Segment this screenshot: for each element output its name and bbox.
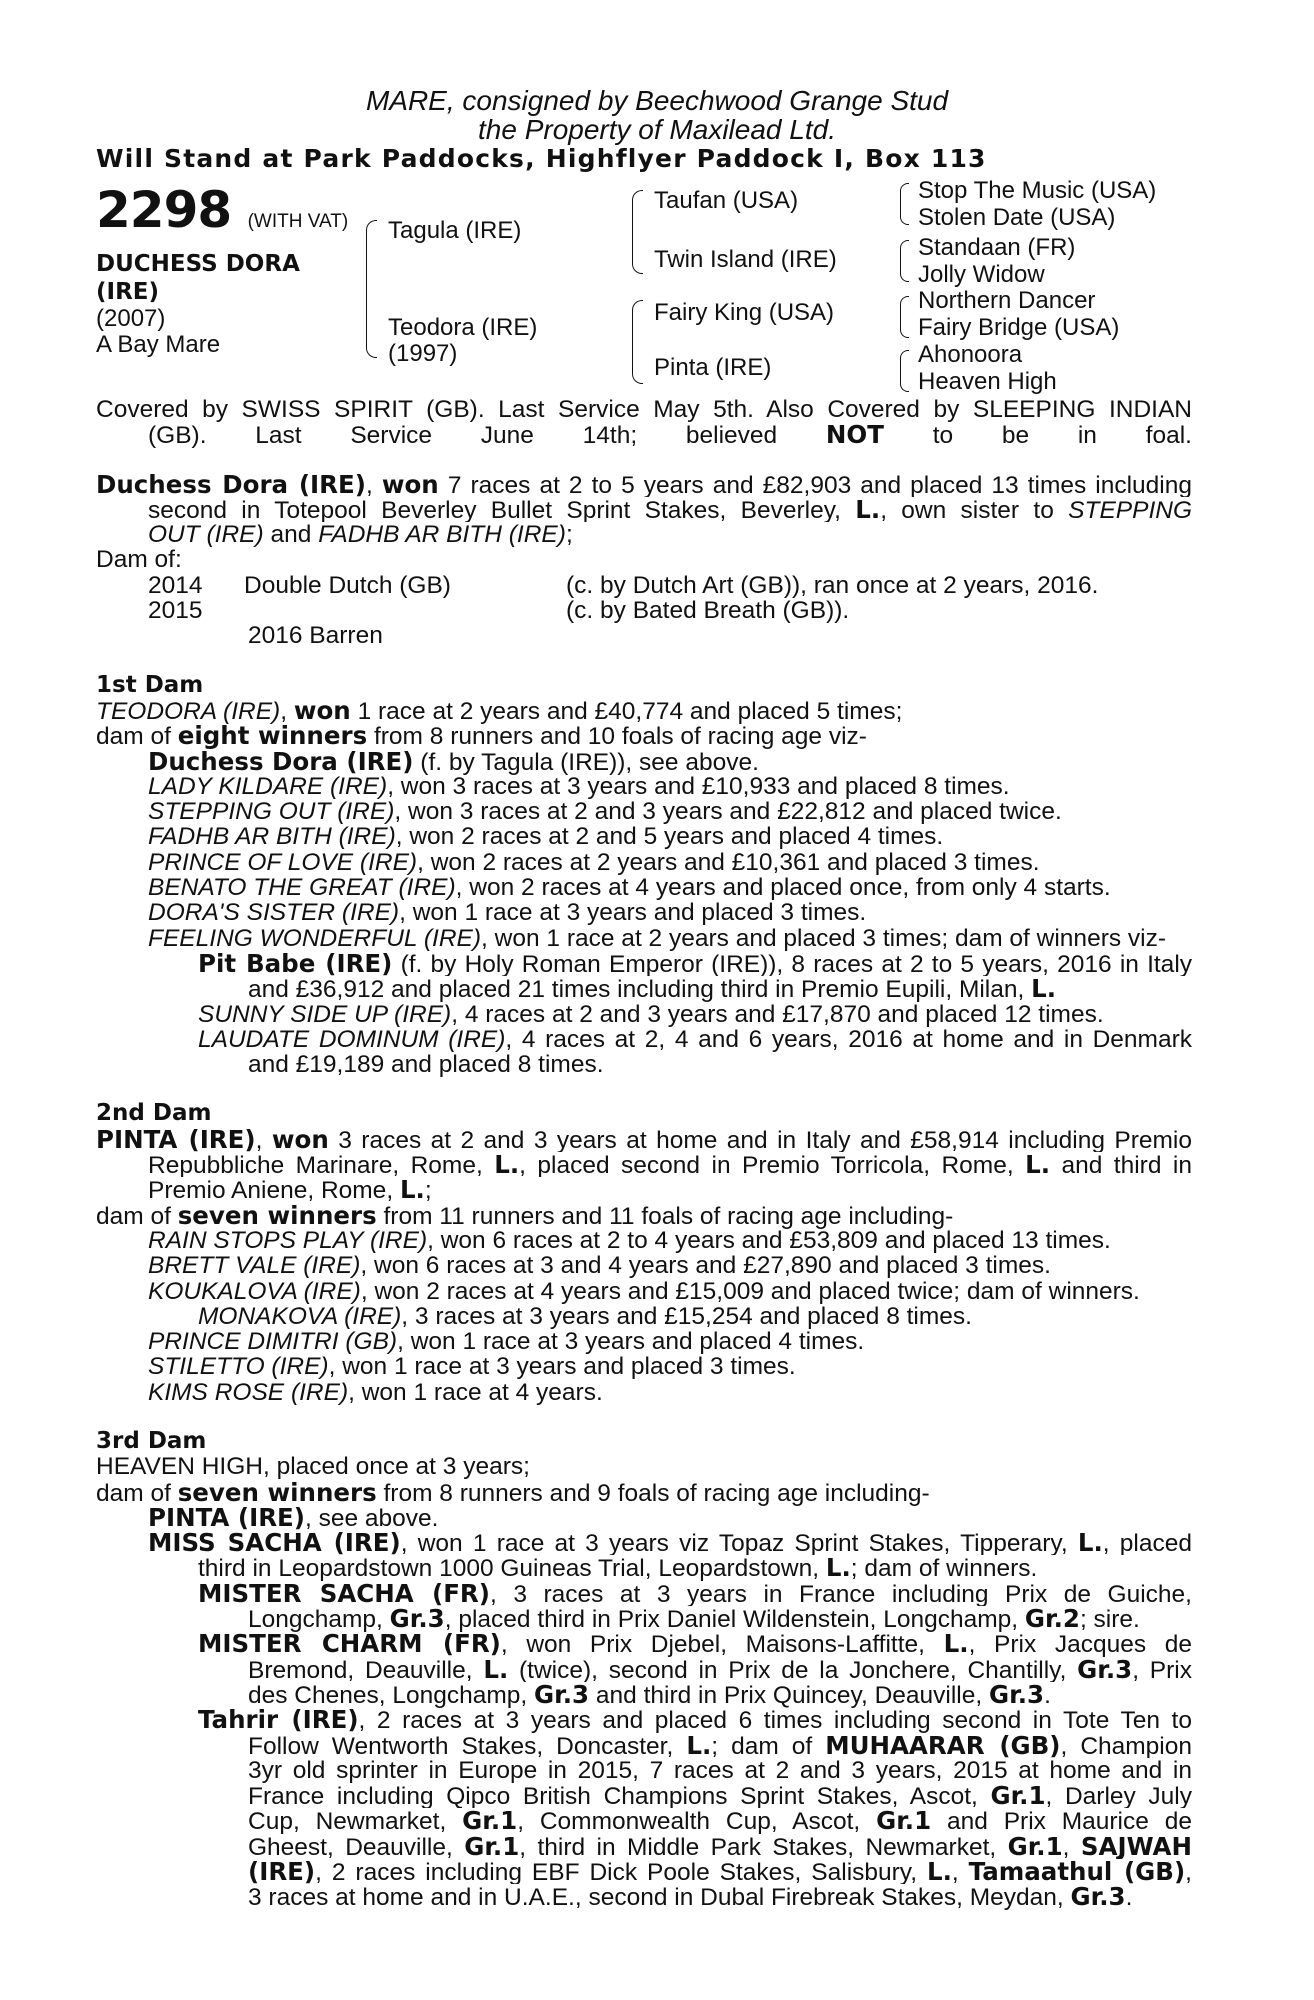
runner-name: MISTER CHARM (FR) [198, 1631, 501, 1657]
runner-text: Longchamp, [248, 1606, 383, 1634]
runner-line [96, 1027, 1192, 1052]
runner-text: , won 1 race at 4 years. [348, 1378, 603, 1406]
produce-row [96, 573, 1192, 598]
runner-name: BENATO THE GREAT (IRE) [148, 874, 456, 902]
runner-line [96, 799, 1192, 824]
lot-name-line1: DUCHESS DORA [96, 251, 300, 277]
catalogue-body [96, 397, 1192, 1910]
runner-name: MONAKOVA (IRE) [198, 1302, 402, 1330]
runner-text: , won Prix Djebel, Maisons-Laffitte, [500, 1631, 925, 1657]
pedigree-dam-sire: Fairy King (USA) [654, 299, 835, 326]
runner-name: MISS SACHA (IRE) [148, 1530, 401, 1556]
runner-name: Tahrir (IRE) [198, 1707, 359, 1733]
listed-label: L. [483, 1656, 509, 1682]
produce-row [96, 623, 1192, 648]
listed-label: L. [1031, 974, 1057, 1004]
dam-name: TEODORA (IRE) [96, 697, 281, 725]
lot-number-line [96, 181, 356, 248]
group-label: Gr.1 [464, 1833, 520, 1860]
consignor-block [0, 86, 1314, 144]
runner-text: , placed [1102, 1530, 1192, 1556]
runner-name: PRINCE DIMITRI (GB) [148, 1328, 398, 1356]
runner-line [96, 1631, 1192, 1656]
runner-text: , Commonwealth Cup, Ascot, [517, 1808, 861, 1834]
produce-note: (c. by Bated Breath (GB)). [566, 597, 850, 625]
pedigree-sire-sire: Taufan (USA) [654, 187, 799, 214]
runner-line [96, 746, 1192, 776]
runner-line [96, 951, 1192, 976]
runner-line [96, 1530, 1192, 1555]
runner-text: , placed third in Prix Daniel Wildenstein, Longchamp, [444, 1606, 1019, 1634]
runner-line [96, 1002, 1192, 1027]
runner-name: RAIN STOPS PLAY (IRE) [148, 1226, 428, 1254]
runner-text: , third in Middle Park Stakes, Newmarket, [519, 1833, 997, 1860]
pedigree-dam: Teodora (IRE) [388, 314, 538, 341]
dam-text: from 8 runners and 9 foals of racing age including- [383, 1479, 930, 1507]
intro-text: second in Totepool Beverley Bullet Sprint Stakes, Beverley, [148, 496, 841, 523]
runner-line [96, 1354, 1192, 1379]
covered-text: (GB). Last Service June 14th; believed [148, 422, 778, 448]
runner-text: , won 3 races at 2 and 3 years and £22,812 and placed twice. [394, 798, 1062, 826]
intro-line1: Duchess Dora (IRE), won 7 races at 2 to 5 years and £82,903 and placed 13 times including [96, 471, 1192, 497]
runner-line-cont: and £19,189 and placed 8 times. [248, 1051, 604, 1079]
runner-line [96, 1329, 1192, 1354]
runner-name: FADHB AR BITH (IRE) [148, 823, 396, 851]
runner-line [96, 1228, 1192, 1253]
runner-text: (twice), second in Prix de la Jonchere, Chantilly, [519, 1656, 1067, 1682]
runner-name: KOUKALOVA (IRE) [148, 1277, 361, 1305]
runner-text: Bremond, Deauville, [248, 1656, 473, 1682]
runner-text: (f. by Tagula (IRE)), see above. [420, 748, 759, 776]
runner-text: and Prix Maurice de [946, 1808, 1192, 1834]
dam-text: from 8 runners and 10 foals of racing age viz- [373, 723, 867, 751]
runner-name: LADY KILDARE (IRE) [148, 772, 388, 800]
listed-label: L. [1025, 1152, 1051, 1178]
dam-of-label: Dam of: [96, 546, 182, 574]
runner-line [96, 1380, 1192, 1405]
produce-name: Double Dutch (GB) [244, 571, 451, 599]
runner-line-cont: 3yr old sprinter in Europe in 2015, 7 races at 2 and 3 years, 2015 at home and in [248, 1757, 1192, 1784]
pedigree-g8: Heaven High [918, 368, 1057, 395]
won-label: won [381, 471, 439, 497]
runner-text: . [1044, 1681, 1051, 1709]
covered-line2 [96, 422, 1192, 447]
intro-text: and [270, 521, 312, 549]
sibling-name: STEPPING [1068, 496, 1192, 523]
group-label: Gr.3 [534, 1679, 590, 1709]
runner-line [96, 850, 1192, 875]
pedigree-g2: Stolen Date (USA) [918, 204, 1116, 231]
runner-text: Follow Wentworth Stakes, Doncaster, [248, 1732, 674, 1758]
pedigree-sire: Tagula (IRE) [388, 217, 522, 244]
third-dam-line1: HEAVEN HIGH, placed once at 3 years; [96, 1453, 530, 1481]
lot-description: A Bay Mare [96, 331, 221, 358]
runner-line [96, 875, 1192, 900]
runner-line-cont [96, 1783, 1192, 1808]
consignor-line: MARE, consigned by Beechwood Grange Stud [365, 85, 949, 116]
listed-label: L. [926, 1859, 952, 1885]
pedigree-dam-dam: Pinta (IRE) [654, 354, 772, 381]
runner-name: STILETTO (IRE) [148, 1353, 329, 1381]
runner-text: ; dam of winners. [850, 1555, 1038, 1583]
third-dam-line2 [96, 1477, 1192, 1507]
runner-name: MUHAARAR (GB) [825, 1732, 1061, 1758]
runner-name: SUNNY SIDE UP (IRE) [198, 1000, 452, 1028]
runner-text: des Chenes, Longchamp, [248, 1681, 528, 1709]
runner-text: Gheest, Deauville, [248, 1833, 453, 1860]
listed-label: L. [825, 1553, 851, 1583]
runner-line [96, 774, 1192, 799]
runner-text: , 3 races at 3 years and £15,254 and placed 8 times. [401, 1302, 972, 1330]
runner-text: France including Qipco British Champions Sprint Stakes, Ascot, [248, 1783, 978, 1809]
runner-line-cont [96, 1604, 1192, 1634]
second-dam-line4 [96, 1200, 1192, 1230]
covered-text-end: to be in foal. [932, 422, 1192, 448]
runner-line [96, 1279, 1192, 1304]
runner-text: , won 2 races at 2 and 5 years and placed 4 times. [395, 823, 944, 851]
runner-text: , won 2 races at 4 years and placed once, from only 4 starts. [455, 874, 1111, 902]
won-label: won [293, 695, 351, 725]
dam-text: , placed second in Premio Torricola, Rome, [519, 1152, 1014, 1178]
produce-note: (c. by Dutch Art (GB)), ran once at 2 years, 2016. [566, 571, 1099, 599]
bracket-g56 [900, 296, 909, 338]
bracket-dam-parents [632, 300, 643, 384]
runner-name: STEPPING OUT (IRE) [148, 798, 395, 826]
runner-text: , Darley July [1045, 1783, 1192, 1809]
dam-text: 3 races at 2 and 3 years at home and in Italy and £58,914 including Premio [338, 1126, 1192, 1153]
runner-text: , 3 races at 3 years in France including Prix de Guiche, [490, 1580, 1192, 1607]
not-emphasis: NOT [825, 422, 884, 448]
pedigree-g1: Stop The Music (USA) [918, 177, 1157, 204]
winners-count: eight winners [177, 721, 368, 751]
group-label: Gr.1 [876, 1808, 932, 1834]
runner-text: and £36,912 and placed 21 times including third in Premio Eupili, Milan, [248, 976, 1025, 1004]
listed-label: L. [686, 1732, 712, 1758]
group-label: Gr.1 [462, 1808, 518, 1834]
bracket-g34 [900, 240, 909, 282]
runner-text: , 4 races at 2, 4 and 6 years, 2016 at home and in Denmark [505, 1026, 1192, 1053]
runner-line-cont [96, 1834, 1192, 1859]
runner-name: Pit Babe (IRE) [198, 950, 393, 977]
winners-count: seven winners [177, 1200, 377, 1230]
group-label: Gr.1 [990, 1783, 1046, 1809]
runner-line [96, 1253, 1192, 1278]
group-label: Gr.3 [989, 1679, 1045, 1709]
pedigree-sire-dam: Twin Island (IRE) [654, 246, 837, 273]
runner-text: , [951, 1859, 959, 1885]
runner-text: , 4 races at 2 and 3 years and £17,870 and placed 12 times. [451, 1000, 1104, 1028]
first-dam-heading: 1st Dam [96, 671, 204, 698]
lot-name-line2: (IRE) [96, 279, 160, 305]
dam-text: dam of [96, 1202, 171, 1230]
runner-text: , 2 races including EBF Dick Poole Stakes, Salisbury, [315, 1859, 918, 1885]
runner-text: , won 1 race at 3 years and placed 4 times. [397, 1328, 865, 1356]
runner-name: Tamaathul (GB) [968, 1859, 1186, 1885]
runner-line [96, 1304, 1192, 1329]
group-label: Gr.3 [389, 1604, 445, 1634]
pedigree-g4: Jolly Widow [918, 261, 1045, 288]
bracket-sire-dam [366, 220, 377, 358]
intro-text: 7 races at 2 to 5 years and £82,903 and placed 13 times including [447, 471, 1192, 497]
bracket-g78 [900, 350, 909, 392]
group-label: Gr.3 [1070, 1882, 1126, 1912]
lot-block [96, 181, 356, 358]
lot-name [96, 250, 356, 306]
vat-note: (WITH VAT) [247, 211, 349, 232]
second-dam-line1: PINTA (IRE), won 3 races at 2 and 3 years at home and in Italy and £58,914 including Premio [96, 1126, 1192, 1153]
runner-text: , Prix [1132, 1656, 1192, 1682]
horse-name: Duchess Dora (IRE) [96, 471, 366, 497]
first-dam-line2 [96, 721, 1192, 751]
runner-line-cont [96, 1553, 1192, 1583]
runner-text: and third in Prix Quincey, Deauville, [595, 1681, 983, 1709]
runner-text: third in Leopardstown 1000 Guineas Trial, Leopardstown, [198, 1555, 820, 1583]
runner-text: , won 6 races at 2 to 4 years and £53,809 and placed 13 times. [427, 1226, 1111, 1254]
intro-text: ; [565, 521, 573, 549]
runner-text: , Prix Jacques de [968, 1631, 1192, 1657]
listed-label: L. [943, 1631, 969, 1657]
produce-name: 2016 Barren [248, 622, 383, 650]
produce-year: 2015 [148, 597, 203, 625]
runner-name: KIMS ROSE (IRE) [148, 1378, 349, 1406]
pedigree-g6: Fairy Bridge (USA) [918, 314, 1120, 341]
runner-text: , won 2 races at 2 years and £10,361 and placed 3 times. [417, 848, 1040, 876]
stand-location: Will Stand at Park Paddocks, Highflyer Paddock I, Box 113 [96, 144, 987, 173]
runner-text: , won 1 race at 3 years and placed 3 times. [328, 1353, 796, 1381]
group-label: Gr.1 [1007, 1833, 1063, 1860]
runner-text: 3 races at home and in U.A.E., second in Dubal Firebreak Stakes, Meydan, [248, 1884, 1064, 1912]
pedigree-g7: Ahonoora [918, 341, 1023, 368]
dam-text: dam of [96, 723, 171, 751]
pedigree-g5: Northern Dancer [918, 287, 1096, 314]
listed-label: L. [855, 496, 881, 523]
runner-name: SAJWAH [1080, 1833, 1192, 1860]
runner-line [96, 1707, 1192, 1732]
pedigree-dam-year: (1997) [388, 340, 458, 367]
dam-text: ; [424, 1177, 432, 1205]
lot-year: (2007) [96, 305, 166, 332]
runner-text: , 2 races at 3 years and placed 6 times including second in Tote Ten to [358, 1707, 1192, 1733]
dam-text: from 11 runners and 11 foals of racing age including- [383, 1202, 954, 1230]
runner-text: , won 1 race at 3 years and placed 3 times. [399, 899, 867, 927]
bracket-sire-parents [632, 190, 643, 274]
runner-line-cont [96, 1657, 1192, 1682]
runner-line [96, 1581, 1192, 1606]
runner-line-cont [96, 1882, 1192, 1912]
second-dam-heading: 2nd Dam [96, 1100, 212, 1127]
runner-line [96, 824, 1192, 849]
runner-text: , Champion [1060, 1732, 1192, 1758]
runner-text: , won 6 races at 3 and 4 years and £27,890 and placed 3 times. [360, 1252, 1051, 1280]
dam-text: and third in [1061, 1152, 1192, 1178]
first-dam-line1: TEODORA (IRE), won 1 race at 2 years and £40,774 and placed 5 times; [96, 695, 903, 725]
runner-text: (f. by Holy Roman Emperor (IRE)), 8 races at 2 to 5 years, 2016 in Italy [400, 950, 1192, 977]
runner-text: , won 1 race at 2 years and placed 3 times; dam of winners viz- [481, 924, 1167, 952]
runner-text: . [1125, 1884, 1133, 1912]
runner-text: , [1185, 1859, 1192, 1885]
runner-text: , won 1 race at 3 years viz Topaz Sprint Stakes, Tipperary, [400, 1530, 1068, 1556]
runner-name: (IRE) [248, 1859, 316, 1885]
runner-name: PRINCE OF LOVE (IRE) [148, 848, 418, 876]
sibling-name: OUT (IRE) [148, 521, 264, 549]
runner-name: PINTA (IRE) [148, 1502, 305, 1532]
group-label: Gr.2 [1024, 1604, 1080, 1634]
runner-name: Duchess Dora (IRE) [148, 746, 414, 776]
runner-line-cont [96, 974, 1192, 1004]
intro-text: , own sister to [880, 496, 1054, 523]
second-dam-line3 [96, 1175, 1192, 1205]
sibling-name: FADHB AR BITH (IRE) [318, 521, 566, 549]
listed-label: L. [494, 1152, 520, 1178]
covered-line1: Covered by SWISS SPIRIT (GB). Last Service May 5th. Also Covered by SLEEPING INDIAN [96, 397, 1192, 423]
runner-text: , won 3 races at 3 years and £10,933 and placed 8 times. [387, 772, 1010, 800]
third-dam-heading: 3rd Dam [96, 1427, 207, 1454]
runner-text: ; sire. [1079, 1606, 1140, 1634]
dam-text: 1 race at 2 years and £40,774 and placed 5 times; [357, 697, 903, 725]
runner-line [96, 926, 1192, 951]
runner-name: DORA'S SISTER (IRE) [148, 899, 400, 927]
runner-line-cont [96, 1808, 1192, 1833]
produce-row [96, 598, 1192, 623]
runner-text: , see above. [305, 1504, 439, 1532]
dam-text: dam of [96, 1479, 171, 1507]
runner-line-cont [96, 1733, 1192, 1758]
dam-name: PINTA (IRE) [96, 1126, 256, 1153]
runner-line-cont [96, 1679, 1192, 1709]
group-label: Gr.3 [1077, 1656, 1133, 1682]
runner-name: LAUDATE DOMINUM (IRE) [198, 1026, 506, 1053]
intro-line2 [96, 497, 1192, 522]
runner-line-cont [96, 1859, 1192, 1884]
won-label: won [271, 1126, 329, 1153]
lot-number: 2298 [96, 181, 232, 239]
runner-line [96, 1502, 1192, 1532]
listed-label: L. [1077, 1530, 1103, 1556]
intro-line3 [96, 522, 1192, 547]
second-dam-line2 [96, 1152, 1192, 1177]
winners-count: seven winners [177, 1477, 377, 1507]
runner-text: , [1062, 1833, 1070, 1860]
runner-text: ; dam of [711, 1732, 813, 1758]
runner-line [96, 900, 1192, 925]
dam-text: Premio Aniene, Rome, [148, 1177, 394, 1205]
produce-year: 2014 [148, 571, 203, 599]
runner-name: BRETT VALE (IRE) [148, 1252, 361, 1280]
pedigree-g3: Standaan (FR) [918, 234, 1076, 261]
bracket-g12 [900, 183, 909, 225]
listed-label: L. [399, 1175, 425, 1205]
runner-name: FEELING WONDERFUL (IRE) [148, 924, 482, 952]
property-line: the Property of Maxilead Ltd. [478, 114, 836, 145]
runner-text: Cup, Newmarket, [248, 1808, 447, 1834]
runner-name: MISTER SACHA (FR) [198, 1580, 490, 1607]
runner-text: , won 2 races at 4 years and £15,009 and placed twice; dam of winners. [360, 1277, 1140, 1305]
dam-text: Repubbliche Marinare, Rome, [148, 1152, 483, 1178]
